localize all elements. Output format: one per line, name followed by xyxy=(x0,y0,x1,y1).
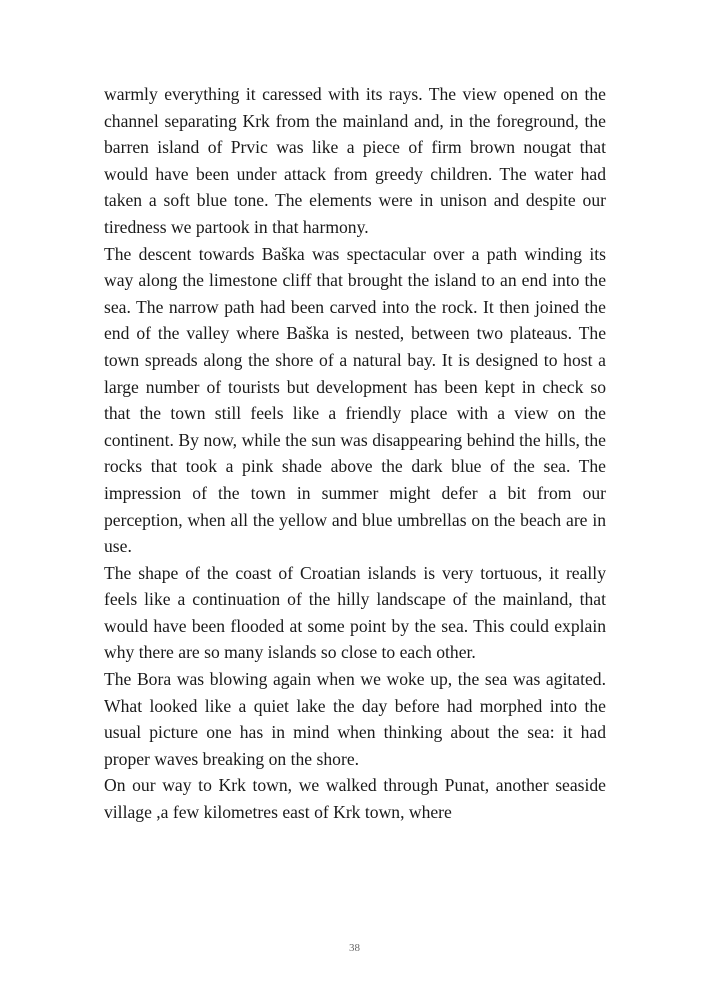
paragraph-5: On our way to Krk town, we walked through Punat, another seaside village ,a few kilometres east of Krk town, where xyxy=(104,775,606,823)
paragraph-3: The shape of the coast of Croatian islands is very tortuous, it really feels like a continuation of the hilly landscape of the mainland, that would have been flooded at some point by the sea. This could explain why there are so many islands so close to each other. xyxy=(104,562,606,663)
paragraph-1: warmly everything it caressed with its rays. The view opened on the channel separating Krk from the mainland and, in the foreground, the barren island of Prvic was like a piece of firm brown nougat that would have been under attack from greedy children. The water had taken a soft blue tone. The elements were in unison and despite our tiredness we partook in that harmony. xyxy=(104,84,606,237)
page-number: 38 xyxy=(349,942,360,954)
paragraph-4: The Bora was blowing again when we woke up, the sea was agitated. What looked like a quiet lake the day before had morphed into the usual picture one has in mind when thinking about the sea: it had proper waves breaking on the shore. xyxy=(104,669,606,769)
body-text xyxy=(104,81,606,826)
paragraph-2: The descent towards Baška was spectacular over a path winding its way along the limestone cliff that brought the island to an end into the sea. The narrow path had been carved into the rock. It then joined the end of the valley where Baška is nested, between two plateaus. The town spreads along the shore of a natural bay. It is designed to host a large number of tourists but development has been kept in check so that the town still feels like a friendly place with a view on the continent. By now, while the sun was disappearing behind the hills, the rocks that took a pink shade above the dark blue of the sea. The impression of the town in summer might defer a bit from our perception, when all the yellow and blue umbrellas on the beach are in use. xyxy=(104,243,606,557)
